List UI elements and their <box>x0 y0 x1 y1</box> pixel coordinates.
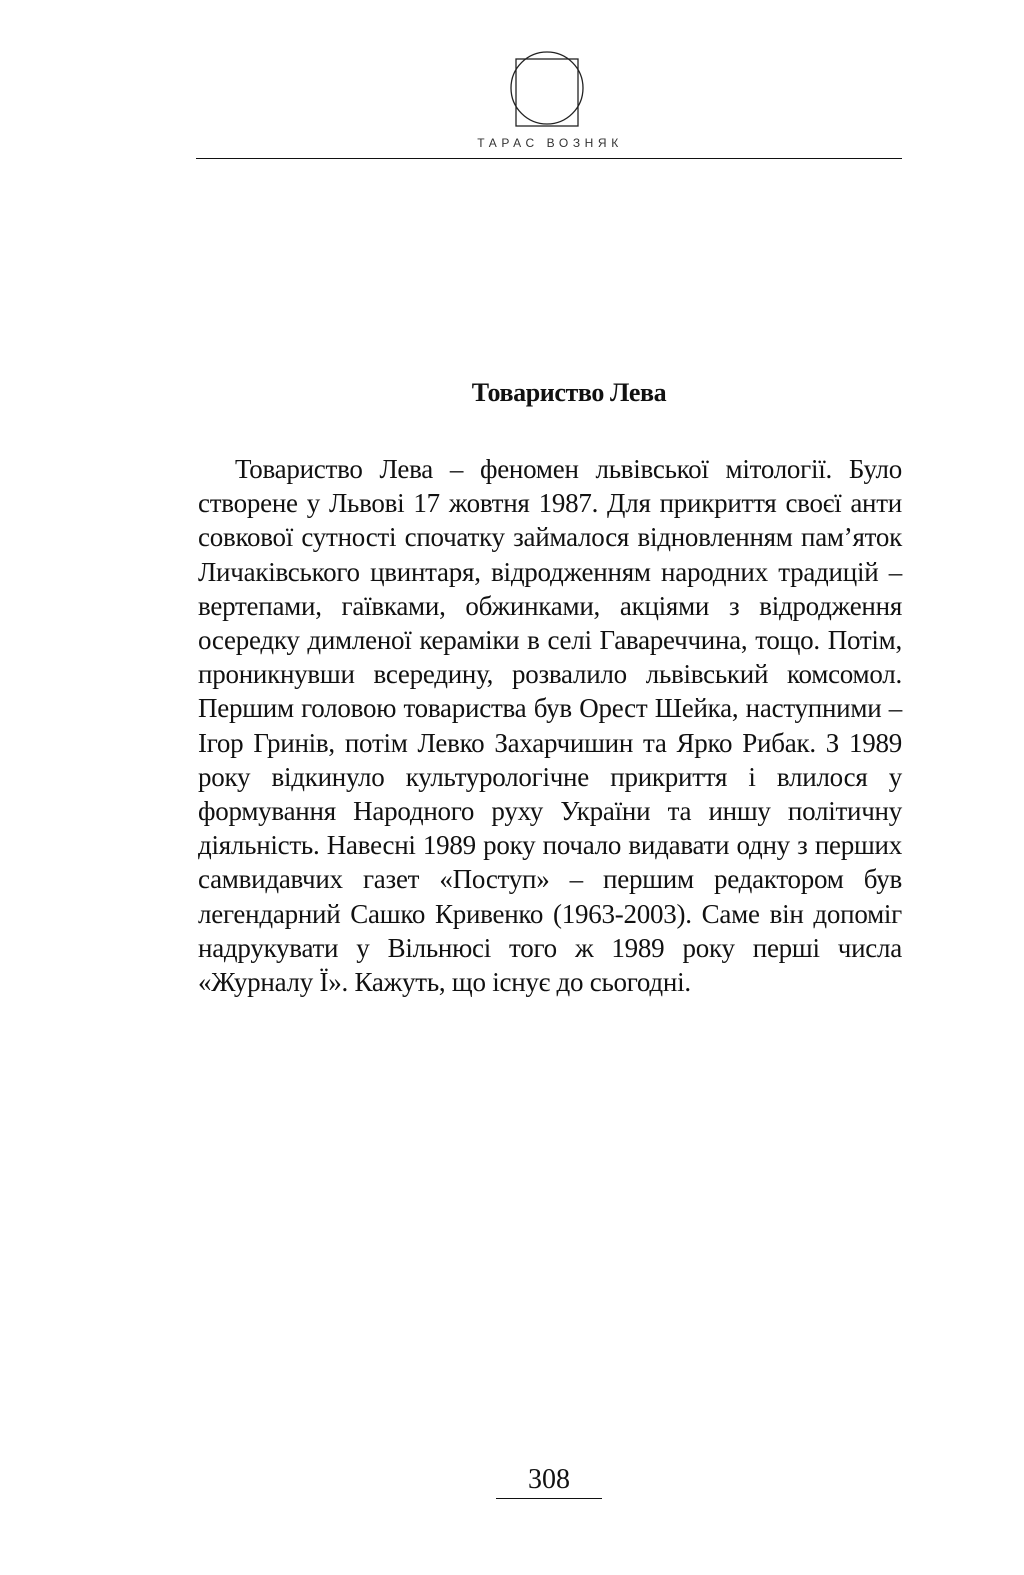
running-head-author: ТАРАС ВОЗНЯК <box>477 136 623 150</box>
section-title: Товариство Лева <box>471 378 667 407</box>
circle-square-emblem-icon <box>509 48 585 128</box>
body-paragraph: Товариство Лева – феномен львівської мітології. Було створене у Львові 17 жовтня 1987. Для прикриття своєї анти совкової сутності спочатку займалося відновленням пам’яток Личаківського цвинтаря, відродженням народних традицій – вертепами, гаївками, обжинками, акціями з відродження осередку димленої кераміки в селі Гавареччина, тощо. Потім, проникнувши всередину, розвалило львівський комсомол. Першим головою товариства був Орест Шейка, наступними – Ігор Гринів, потім Левко Захарчишин та Ярко Рибак. З 1989 року відкинуло культурологічне прикриття і влилося у формування Народного руху України та иншу політичну діяльність. Навесні 1989 року почало видавати одну з перших самвидавчих газет «Поступ» – першим редактором був легендарний Сашко Кривенко (1963-2003). Саме він допоміг надрукувати у Вільнюсі того ж 1989 року перші числа «Журналу Ї». Кажуть, що існує до сьогодні. <box>198 454 902 998</box>
page-number: 308 <box>496 1464 602 1499</box>
header-rule <box>196 158 902 159</box>
